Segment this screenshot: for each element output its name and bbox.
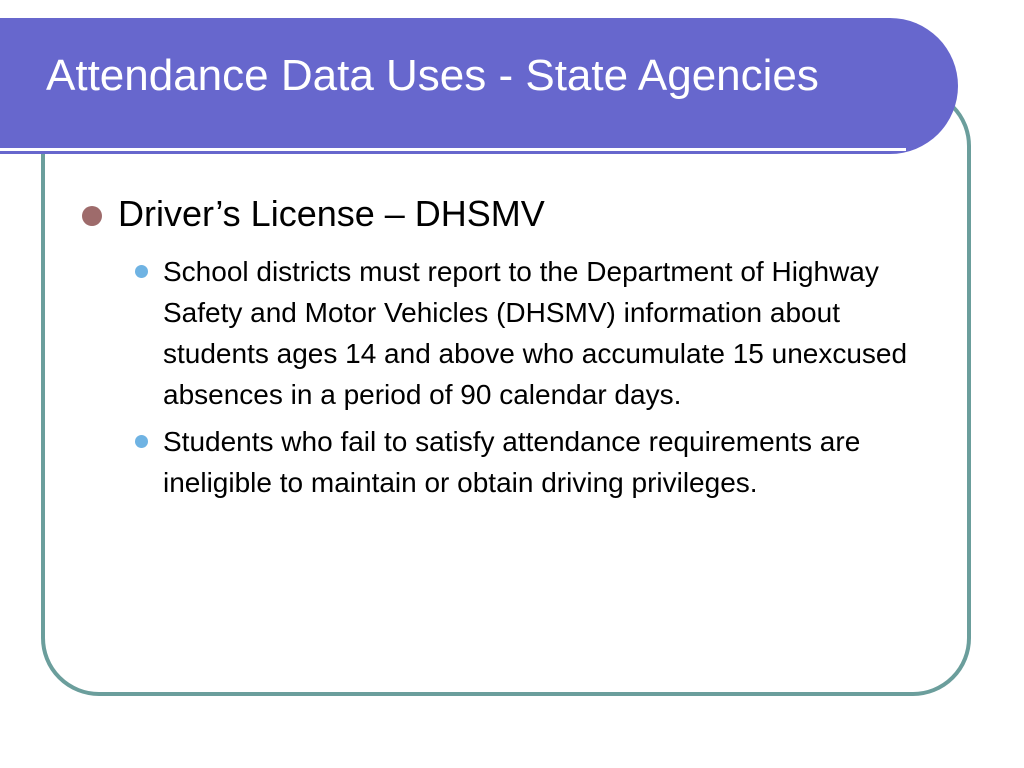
sub-bullet-dot-icon	[135, 435, 148, 448]
sub-bullet-list	[128, 251, 928, 509]
sub-bullet-text: School districts must report to the Department of Highway Safety and Motor Vehicles (DHSMV) information about students ages 14 and above who accumulate 15 unexcused absences in a period of 90 calendar days.	[163, 256, 908, 410]
main-bullet-dot-icon	[82, 206, 102, 226]
main-bullet-text: Driver’s License – DHSMV	[118, 193, 545, 234]
sub-bullet-item	[128, 251, 928, 415]
slide-title: Attendance Data Uses - State Agencies	[46, 51, 819, 100]
title-underline	[0, 148, 906, 151]
sub-bullet-text: Students who fail to satisfy attendance requirements are ineligible to maintain or obtain driving privileges.	[163, 426, 861, 498]
sub-bullet-dot-icon	[135, 265, 148, 278]
sub-bullet-item	[128, 421, 928, 503]
